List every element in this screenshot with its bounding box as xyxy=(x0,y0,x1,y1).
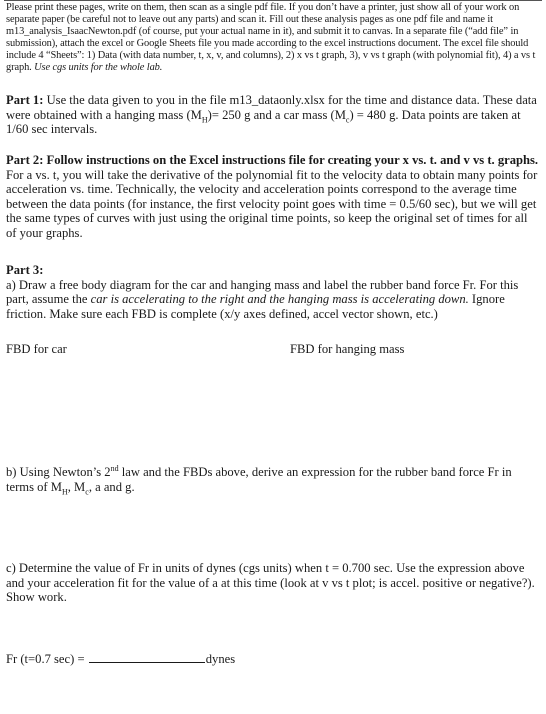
answer-unit: dynes xyxy=(205,652,236,666)
answer-row xyxy=(6,651,540,667)
fbd-car-label: FBD for car xyxy=(6,342,67,356)
intro-text: Please print these pages, write on them, then scan as a single pdf file. If you don’t have a printer, just show all of your work on separate paper (be careful not to leave out any parts) and scan it. Fill out these analysis pages as one pdf file and name it m13_analysis_IsaacNewton.pdf (of course, put your actual name in it), and submit it to canvas. In a separate file (“add file” in submission), attach the excel or Google Sheets file you made according to the excel instructions document. The excel file should include 4 “Sheets”: 1) Data (with data number, t, x, v, and columns), 2) x vs t graph, 3), v vs t graph (with polynomial fit), 4) a vs t graph. xyxy=(6,2,536,74)
part3-section xyxy=(6,263,540,321)
part1-text-b: )= 250 g and a car mass (M xyxy=(207,107,346,122)
part3b-sub-h: H xyxy=(61,487,68,497)
part1-text-a: Use the data given to you in the file m13_dataonly.xlsx for the time and distance data. These data were obtained with a hanging mass (M xyxy=(6,93,537,122)
part1-sub-h: H xyxy=(201,115,208,125)
part3b-text-4: , a and g. xyxy=(88,479,135,494)
fbd-hanging-label: FBD for hanging mass xyxy=(290,342,405,356)
part1-section xyxy=(6,93,540,137)
part3c-section xyxy=(6,561,540,605)
part2-section xyxy=(6,153,540,241)
intro-paragraph xyxy=(6,2,540,75)
intro-units-note: Use cgs units for the whole lab. xyxy=(34,62,163,74)
part1-text-c: ) = 480 g. Data points are taken at 1/60 sec intervals. xyxy=(6,107,521,137)
part3b-text-2: law and the FBDs above, derive an expression for the rubber band force Fr in terms of M xyxy=(6,465,512,494)
answer-blank-field[interactable] xyxy=(89,651,205,663)
fbd-labels-row xyxy=(6,342,540,357)
part2-text: For a vs. t, you will take the derivative of the polynomial fit to the velocity data to obtain many points for acceleration vs. time. Technically, the velocity and acceleration points correspond to the average time between the data points (for instance, the first velocity point goes with time = 0.5/60 sec), but we will get the same types of curves with just using the original time points, so keep the original set of times for all of your graphs. xyxy=(6,167,538,240)
part1-sub-c: c xyxy=(345,115,350,125)
part3a-italic: car is accelerating to the right and the hanging mass is accelerating down. xyxy=(90,292,469,307)
answer-prefix: Fr (t=0.7 sec) = xyxy=(6,652,88,666)
part3b-text-1: b) Using Newton’s 2 xyxy=(6,465,111,479)
part3b-section xyxy=(6,463,540,497)
part3b-sub-c: c xyxy=(85,487,89,497)
part3c-text: c) Determine the value of Fr in units of dynes (cgs units) when t = 0.700 sec. Use the expression above and your acceleration fit for the value of a at this time (look at v vs t plot; is accel. positive or negative?). Show work. xyxy=(6,561,535,605)
part2-label: Part 2: Follow instructions on the Excel instructions file for creating your x vs. t. and v vs t. graphs. xyxy=(6,153,539,167)
part1-label: Part 1: xyxy=(6,93,44,107)
part3a-text-2: Ignore friction. Make sure each FBD is complete (x/y axes defined, accel vector shown, etc.) xyxy=(6,292,505,321)
part3-label: Part 3: xyxy=(6,263,44,277)
part3a-text-1: a) Draw a free body diagram for the car and hanging mass and label the rubber band force Fr. For this part, assume the xyxy=(6,277,519,307)
part3b-sup: nd xyxy=(110,463,119,473)
top-rule xyxy=(4,0,542,1)
part3b-text-3: , M xyxy=(67,479,86,494)
